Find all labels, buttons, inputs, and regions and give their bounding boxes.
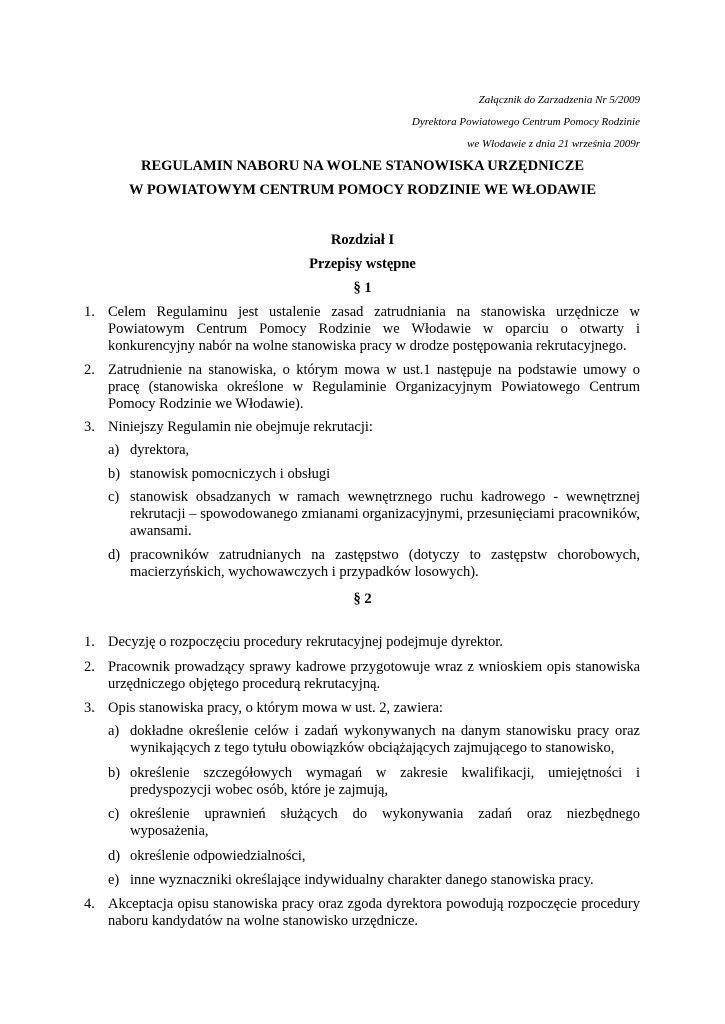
sub-item-text: określenie uprawnień służących do wykonywania zadań oraz niezbędnego wyposażenia, [130, 806, 640, 839]
sub-item-letter: d) [108, 848, 121, 864]
list-item-text: Niniejszy Regulamin nie obejmuje rekrutacji: [108, 419, 373, 435]
list-item [84, 896, 640, 930]
sub-item-text: stanowisk obsadzanych w ramach wewnętrznego ruchu kadrowego - wewnętrznej rekrutacji – spowodowanego zmianami organizacyjnymi, przesunięciami pracowników, awansami. [130, 489, 640, 539]
section-1-mark: § 1 [353, 280, 372, 296]
sub-item-letter: d) [108, 547, 121, 563]
list-item-text: Decyzję o rozpoczęciu procedury rekrutacyjnej podejmuje dyrektor. [108, 634, 503, 650]
chapter-subtitle: Przepisy wstępne [309, 256, 416, 272]
list-item-number: 1. [84, 634, 95, 650]
list-item-number: 1. [84, 304, 95, 320]
list-item-number: 3. [84, 419, 95, 435]
sub-list-item [108, 848, 640, 865]
list-item [84, 362, 640, 413]
header-date-line: we Włodawie z dnia 21 września 2009r [467, 138, 640, 150]
sub-item-text: dyrektora, [130, 442, 190, 458]
sub-item-text: inne wyznaczniki określające indywidualny charakter danego stanowiska pracy. [130, 872, 594, 888]
list-item [84, 700, 640, 717]
header-director-line: Dyrektora Powiatowego Centrum Pomocy Rodzinie [411, 116, 640, 128]
sub-list-item [108, 466, 640, 483]
sub-item-text: stanowisk pomocniczych i obsługi [130, 466, 331, 482]
sub-list-item [108, 723, 640, 757]
list-item [84, 304, 640, 355]
sub-item-letter: a) [108, 442, 120, 458]
sub-list-item [108, 765, 640, 799]
sub-item-letter: c) [108, 489, 120, 505]
sub-item-letter: e) [108, 872, 120, 888]
sub-list-item [108, 489, 640, 540]
sub-item-text: pracowników zatrudnianych na zastępstwo (dotyczy to zastępstw chorobowych, macierzyńskich, wychowawczych i przypadków losowych). [130, 547, 640, 580]
document-title-line-1: REGULAMIN NABORU NA WOLNE STANOWISKA URZĘDNICZE [141, 158, 584, 174]
sub-item-text: określenie szczegółowych wymagań w zakresie kwalifikacji, umiejętności i predyspozycji wobec osób, które je zajmują, [130, 765, 640, 798]
list-item-text: Akceptacja opisu stanowiska pracy oraz zgoda dyrektora powodują rozpoczęcie procedury naboru kandydatów na wolne stanowisko urzędnicze. [108, 896, 640, 929]
list-item-text: Zatrudnienie na stanowiska, o którym mowa w ust.1 następuje na podstawie umowy o pracę (stanowiska określone w Regulaminie Organizacyjnym Powiatowego Centrum Pomocy Rodzinie we Włodawie). [108, 362, 640, 412]
list-item [84, 634, 640, 651]
document-title-line-2: W POWIATOWYM CENTRUM POMOCY RODZINIE WE WŁODAWIE [129, 182, 596, 198]
sub-item-text: określenie odpowiedzialności, [130, 848, 306, 864]
list-item-number: 2. [84, 362, 95, 378]
sub-item-letter: a) [108, 723, 120, 739]
list-item-text: Celem Regulaminu jest ustalenie zasad zatrudniania na stanowiska urzędnicze w Powiatowym Centrum Pomocy Rodzinie we Włodawie w oparciu o otwarty i konkurencyjny nabór na wolne stanowiska pracy w drodze postępowania rekrutacyjnego. [108, 304, 640, 354]
section-2-mark: § 2 [353, 591, 372, 607]
sub-item-text: dokładne określenie celów i zadań wykonywanych na danym stanowisku pracy oraz wynikających z tego tytułu obowiązków obciążających zajmującego to stanowisko, [130, 723, 640, 756]
sub-item-letter: c) [108, 806, 120, 822]
list-item [84, 659, 640, 693]
list-item-number: 2. [84, 659, 95, 675]
list-item [84, 419, 640, 436]
sub-item-letter: b) [108, 466, 121, 482]
header-attachment-line: Załącznik do Zarzadzenia Nr 5/2009 [478, 94, 640, 106]
list-item-number: 4. [84, 896, 95, 912]
sub-list-item [108, 547, 640, 581]
list-item-number: 3. [84, 700, 95, 716]
list-item-text: Opis stanowiska pracy, o którym mowa w ust. 2, zawiera: [108, 700, 443, 716]
sub-list-item [108, 806, 640, 840]
sub-list-item [108, 442, 640, 459]
list-item-text: Pracownik prowadzący sprawy kadrowe przygotowuje wraz z wnioskiem opis stanowiska urzędniczego objętego procedurą rekrutacyjną. [108, 659, 640, 692]
sub-item-letter: b) [108, 765, 121, 781]
chapter-heading: Rozdział I [330, 232, 395, 248]
sub-list-item [108, 872, 640, 889]
